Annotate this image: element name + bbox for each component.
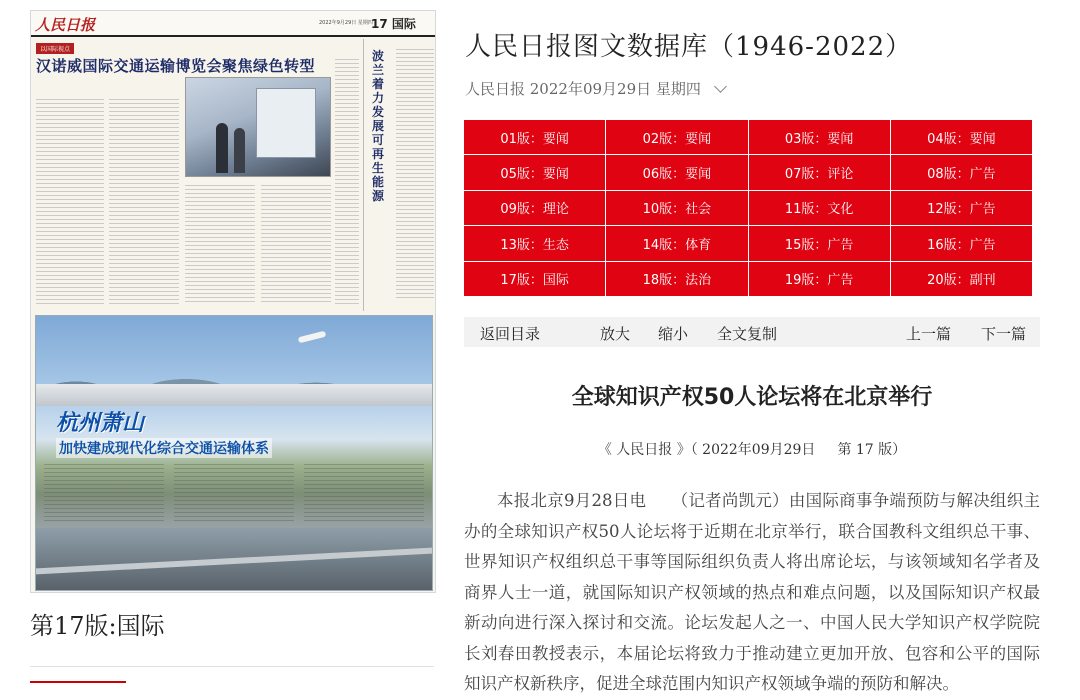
edition-link-15[interactable]: 15版：广告 <box>749 226 890 260</box>
article-meta <box>464 439 1040 459</box>
edition-link-11[interactable]: 11版：文化 <box>749 191 890 225</box>
paper-expo-photo <box>185 77 331 177</box>
paper-right-column <box>363 39 437 311</box>
edition-grid <box>464 120 1032 296</box>
edition-link-07[interactable]: 07版：评论 <box>749 155 890 189</box>
feature-subtitle: 加快建成现代化综合交通运输体系 <box>56 438 272 458</box>
edition-link-01[interactable]: 01版：要闻 <box>464 120 605 154</box>
article-page: 第 17 版） <box>837 442 907 458</box>
prev-article-button[interactable]: 上一篇 <box>906 325 952 343</box>
photo-person <box>234 128 245 173</box>
date-selector[interactable] <box>465 78 725 99</box>
paper-text-column <box>185 185 255 305</box>
paper-masthead-bar <box>31 11 435 37</box>
edition-link-05[interactable]: 05版：要闻 <box>464 155 605 189</box>
feature-title: 杭州萧山 <box>56 411 145 436</box>
zoom-in-button[interactable]: 放大 <box>600 325 631 343</box>
paper-main-headline: 汉诺威国际交通运输博览会聚焦绿色转型 <box>36 57 316 75</box>
zoom-out-button[interactable]: 缩小 <box>658 325 689 343</box>
feature-text-column <box>304 464 424 524</box>
edition-link-03[interactable]: 03版：要闻 <box>749 120 890 154</box>
database-title: 人民日报图文数据库（1946-2022） <box>465 32 913 62</box>
edition-link-09[interactable]: 09版：理论 <box>464 191 605 225</box>
paper-section-tag: 以国际视点 <box>36 43 74 54</box>
edition-link-02[interactable]: 02版：要闻 <box>606 120 747 154</box>
newspaper-page-image[interactable] <box>30 10 436 593</box>
date-selector-label: 人民日报 2022年09月29日 星期四 <box>465 80 701 98</box>
chevron-down-icon[interactable] <box>714 80 727 93</box>
airplane-icon <box>298 331 327 344</box>
paper-text-column <box>396 49 434 299</box>
copy-all-button[interactable]: 全文复制 <box>717 325 778 343</box>
paper-page-number: 17 国际 <box>371 17 416 31</box>
paper-date-line: 2022年9月29日 星期四 <box>319 20 373 26</box>
edition-link-17[interactable]: 17版：国际 <box>464 262 605 296</box>
paper-upper-section <box>31 39 361 311</box>
article-toolbar <box>464 317 1040 347</box>
next-article-button[interactable]: 下一篇 <box>981 325 1027 343</box>
edition-link-16[interactable]: 16版：广告 <box>891 226 1032 260</box>
paper-feature-section <box>35 315 433 591</box>
feature-photo-road <box>36 548 432 575</box>
feature-photo-airport <box>36 384 432 406</box>
edition-link-04[interactable]: 04版：要闻 <box>891 120 1032 154</box>
feature-text-column <box>174 464 294 524</box>
paper-text-column <box>36 99 104 304</box>
paper-vertical-headline: 波兰着力发展可再生能源 <box>372 49 385 203</box>
edition-link-10[interactable]: 10版：社会 <box>606 191 747 225</box>
back-to-index-button[interactable]: 返回目录 <box>480 325 541 343</box>
edition-link-06[interactable]: 06版：要闻 <box>606 155 747 189</box>
edition-link-19[interactable]: 19版：广告 <box>749 262 890 296</box>
photo-display-panel <box>256 88 316 158</box>
edition-link-13[interactable]: 13版：生态 <box>464 226 605 260</box>
paper-text-column <box>109 99 179 304</box>
paper-text-column <box>335 59 359 305</box>
edition-link-14[interactable]: 14版：体育 <box>606 226 747 260</box>
paper-masthead-logo: 人民日报 <box>35 16 96 34</box>
feature-photo-city <box>36 528 432 590</box>
article-body: 本报北京9月28日电 （记者尚凯元）由国际商事争端预防与解决组织主办的全球知识产权50人论坛将于近期在北京举行，联合国教科文组织总干事、世界知识产权组织总干事等国际组织负责人将出席论坛，与该领域知名学者及商界人士一道，就国际知识产权领域的热点和难点问题，以及国际知识产权最新动向进行深入探讨和交流。论坛发起人之一、中国人民大学知识产权学院院长刘春田教授表示，本届论坛将致力于推动建立更加开放、包容和公平的国际知识产权新秩序，促进全球范围内知识产权领域争端的预防和解决。 <box>464 491 1040 693</box>
edition-link-08[interactable]: 08版：广告 <box>891 155 1032 189</box>
edition-link-20[interactable]: 20版：副刊 <box>891 262 1032 296</box>
divider <box>30 666 434 667</box>
edition-link-12[interactable]: 12版：广告 <box>891 191 1032 225</box>
feature-text-column <box>44 464 164 524</box>
edition-link-18[interactable]: 18版：法治 <box>606 262 747 296</box>
photo-person <box>216 123 228 173</box>
divider-accent <box>30 681 126 683</box>
paper-text-column <box>261 185 331 305</box>
article-title: 全球知识产权50人论坛将在北京举行 <box>571 385 933 410</box>
article-source: 《 人民日报 》（ 2022年09月29日 <box>597 442 816 458</box>
page-label: 第17版:国际 <box>30 612 165 640</box>
